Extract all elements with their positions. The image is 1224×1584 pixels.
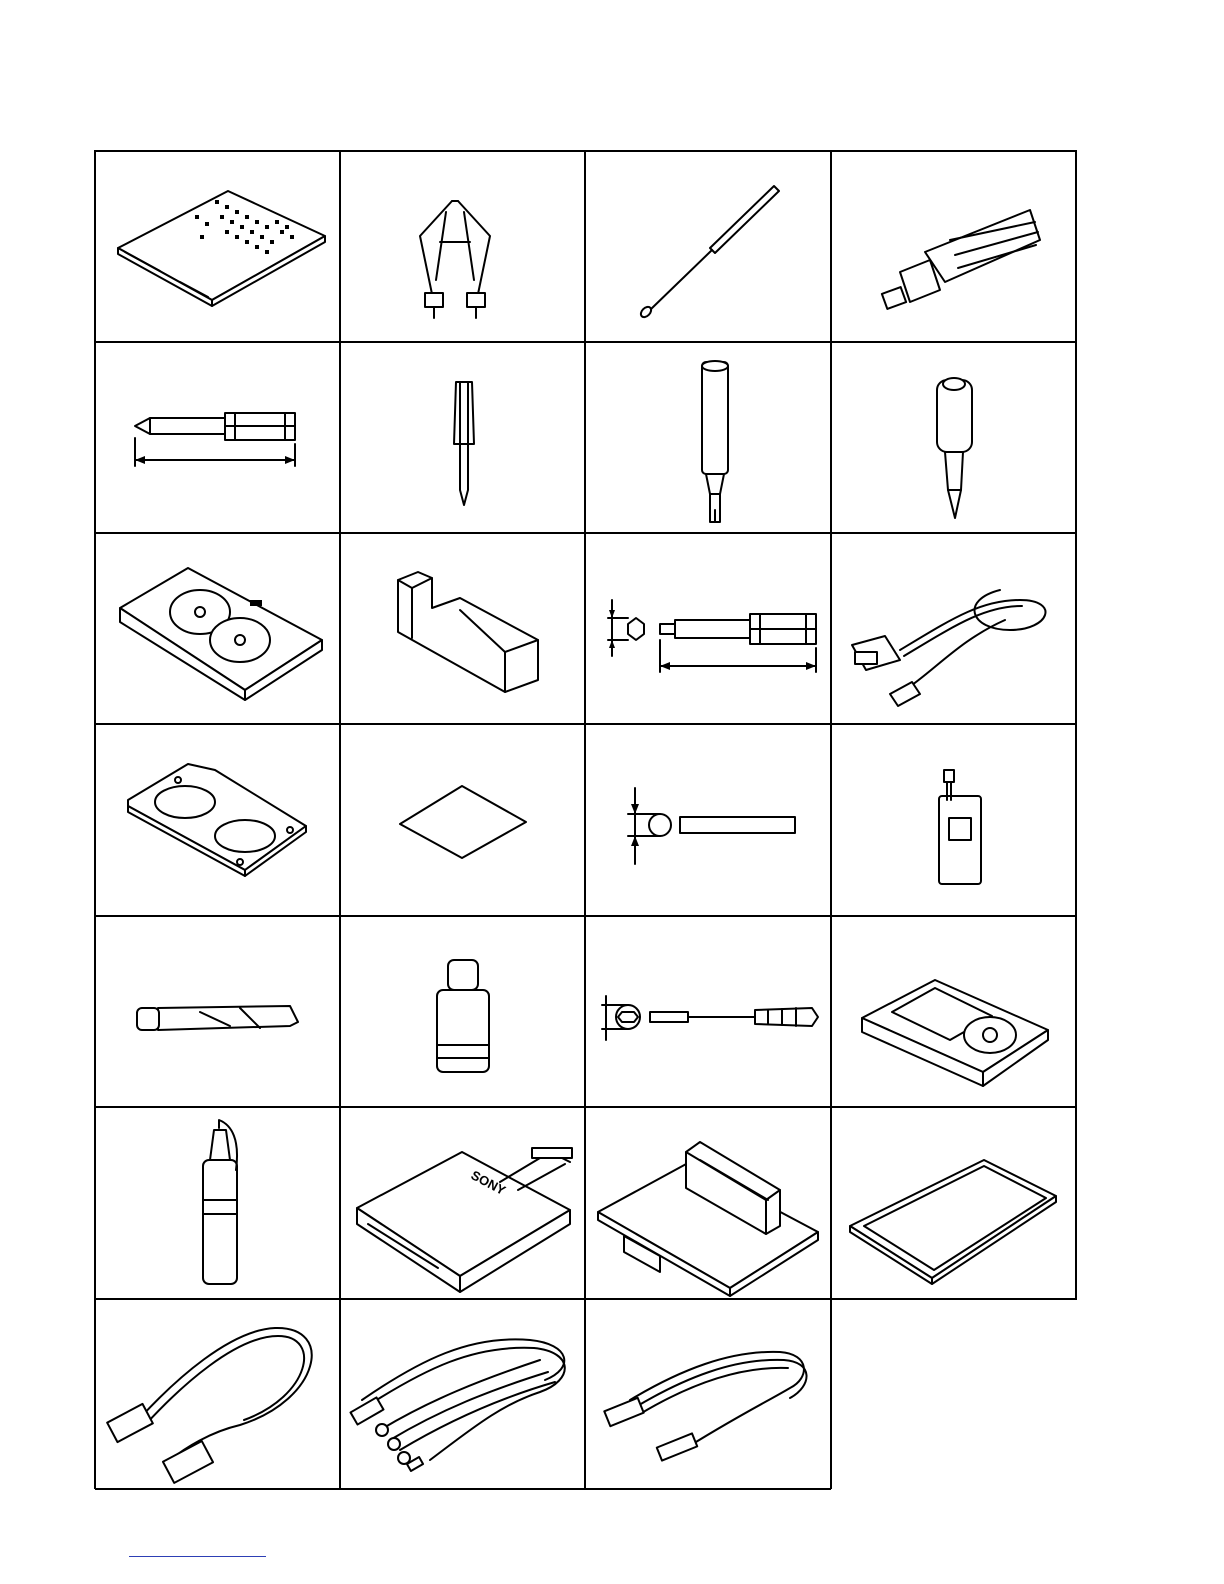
- slotted-adjustment-driver-icon: [702, 361, 728, 522]
- harness-cable-icon: [604, 1352, 806, 1461]
- connector-cable-icon: [852, 590, 1045, 706]
- torque-cassette-icon: [120, 568, 322, 700]
- flat-cable-icon: [107, 1328, 311, 1483]
- memory-card-icon: [850, 1160, 1056, 1284]
- bottle-icon: [437, 960, 489, 1072]
- sony-logo: SONY: [468, 1167, 509, 1198]
- circuit-board-icon: [118, 191, 325, 306]
- phillips-screwdriver-icon: [454, 382, 474, 505]
- gauge-block-icon: [398, 572, 538, 692]
- small-adjustment-driver-icon: [937, 378, 972, 518]
- extension-board-icon: [598, 1142, 818, 1296]
- multi-lead-cable-icon: [351, 1339, 565, 1471]
- tension-gauge-clip-icon: [420, 201, 490, 318]
- page-footer-link-underline[interactable]: [129, 1556, 266, 1557]
- driver-bit-with-length-dimension-icon: [135, 413, 295, 466]
- round-rod-with-diameter-icon: [628, 788, 795, 864]
- extension-fixture-icon: [357, 1148, 572, 1292]
- reel-table-plate-icon: [128, 764, 306, 876]
- torque-driver-icon: [882, 210, 1040, 309]
- grease-tube-icon: [137, 1006, 298, 1030]
- cleaning-sheet-icon: [400, 786, 526, 858]
- hex-bit-with-dimensions-icon: [608, 600, 816, 672]
- oil-can-icon: [939, 770, 981, 884]
- cleaning-stick-icon: [639, 186, 779, 319]
- hex-wrench-driver-icon: [602, 996, 818, 1040]
- screw-lock-applicator-icon: [203, 1120, 237, 1284]
- alignment-tape-icon: [862, 980, 1048, 1086]
